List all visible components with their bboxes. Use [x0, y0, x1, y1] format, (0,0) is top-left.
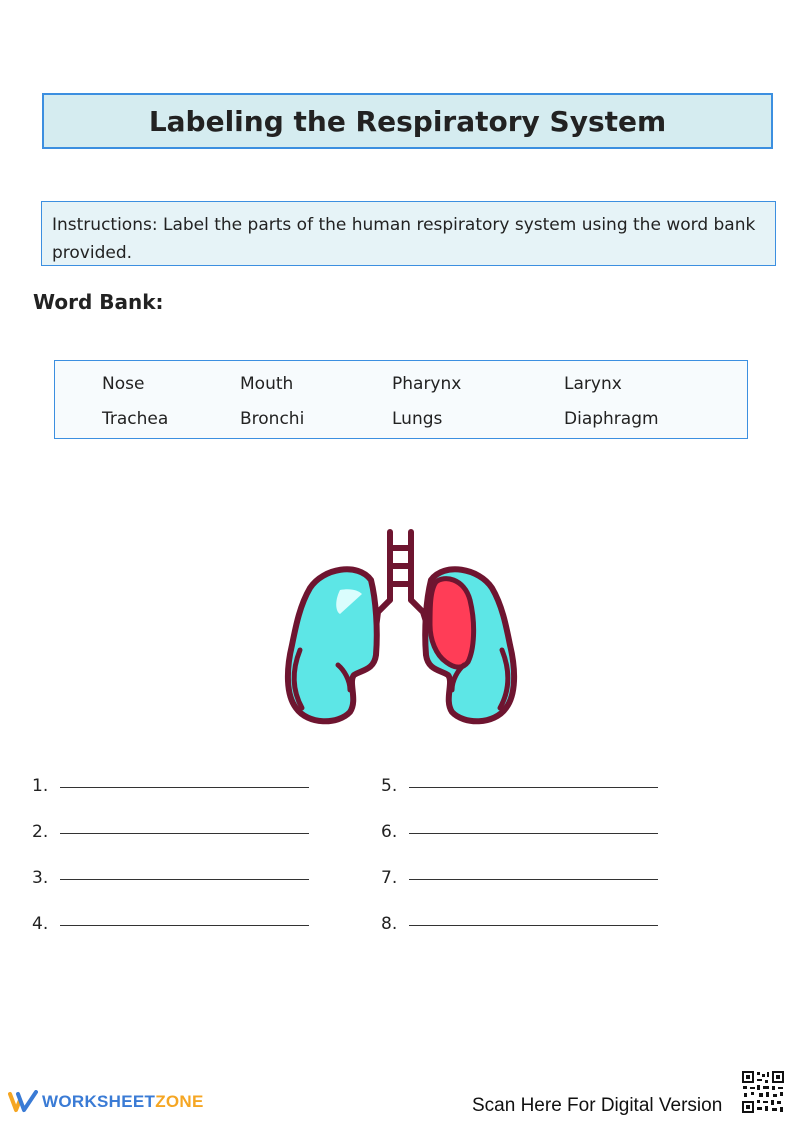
- brand-name-part1: WORKSHEET: [42, 1092, 156, 1111]
- title-banner: [42, 93, 773, 149]
- word-bank-item: Lungs: [392, 409, 443, 429]
- answer-row: [381, 910, 658, 934]
- word-bank-item: Pharynx: [392, 374, 462, 394]
- answer-number: 1.: [32, 776, 49, 796]
- scan-instruction: Scan Here For Digital Version: [472, 1095, 723, 1116]
- answer-line[interactable]: [409, 833, 658, 834]
- word-bank-item: Larynx: [564, 374, 622, 394]
- answer-row: [32, 818, 309, 842]
- answer-row: [32, 864, 309, 888]
- word-bank-heading: Word Bank:: [33, 290, 164, 314]
- answer-line[interactable]: [409, 925, 658, 926]
- word-bank-item: Nose: [102, 374, 145, 394]
- answer-row: [381, 818, 658, 842]
- answer-line[interactable]: [60, 879, 309, 880]
- word-bank-item: Trachea: [102, 409, 169, 429]
- answer-number: 8.: [381, 914, 398, 934]
- answer-number: 3.: [32, 868, 49, 888]
- word-bank-box: [54, 360, 748, 439]
- lungs-icon: [278, 520, 524, 730]
- brand-name-part2: ZONE: [155, 1092, 204, 1111]
- word-bank-item: Bronchi: [240, 409, 305, 429]
- answer-number: 7.: [381, 868, 398, 888]
- page-title: Labeling the Respiratory System: [148, 104, 667, 138]
- worksheet-zone-logo: [8, 1090, 204, 1114]
- answer-row: [381, 772, 658, 796]
- answer-line[interactable]: [60, 925, 309, 926]
- answer-line[interactable]: [60, 833, 309, 834]
- answer-line[interactable]: [409, 879, 658, 880]
- word-bank-item: Diaphragm: [564, 409, 659, 429]
- logo-mark-icon: [8, 1090, 38, 1114]
- instructions-box: Instructions: Label the parts of the human respiratory system using the word bank provided.: [41, 201, 776, 266]
- word-bank-item: Mouth: [240, 374, 294, 394]
- answer-number: 6.: [381, 822, 398, 842]
- answer-row: [381, 864, 658, 888]
- answer-line[interactable]: [409, 787, 658, 788]
- qr-code-icon[interactable]: [741, 1070, 785, 1114]
- answer-line[interactable]: [60, 787, 309, 788]
- answer-number: 4.: [32, 914, 49, 934]
- answer-number: 5.: [381, 776, 398, 796]
- answer-number: 2.: [32, 822, 49, 842]
- answer-row: [32, 910, 309, 934]
- answer-row: [32, 772, 309, 796]
